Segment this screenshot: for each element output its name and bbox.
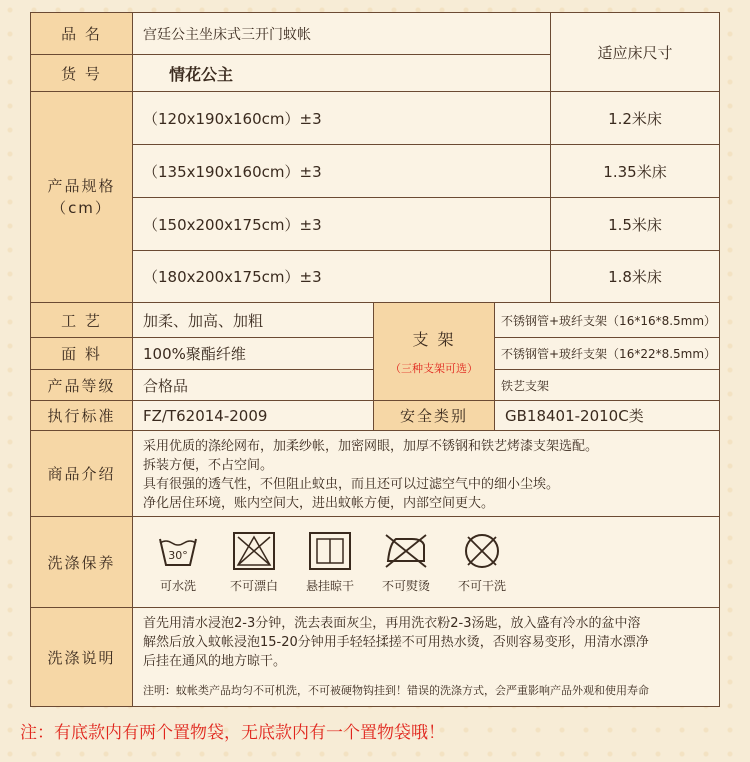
craft-value: 加柔、加高、加粗 [132,302,374,338]
care-label-no-bleach: 不可漂白 [229,579,278,593]
care-icons-row [132,516,720,608]
no-bleach-icon [232,531,276,571]
intro-label: 商品介绍 [30,430,133,517]
spec-label: 产品规格 （cm） [30,91,133,303]
spec-bed-1: 1.2米床 [550,91,720,145]
wash-temp: 30° [168,549,188,562]
frame-option-2: 不锈钢管+玻纤支架（16*22*8.5mm） [494,337,720,370]
grade-label: 产品等级 [30,369,133,401]
care-label-no-dry-clean: 不可干洗 [457,579,506,593]
no-dry-clean-icon [460,531,504,571]
intro-line-3: 具有很强的透气性，不但阻止蚊虫，而且还可以过滤空气中的细小尘埃。 [143,477,560,492]
bed-size-header: 适应床尺寸 [550,12,720,92]
wash-line-1: 首先用清水浸泡2-3分钟，洗去表面灰尘，再用洗衣粉2-3汤匙，放入盛有冷水的盆中溶 [143,616,641,631]
name-value: 宫廷公主坐床式三开门蚊帐 [132,12,551,55]
wash-line-2: 解然后放入蚊帐浸泡15-20分钟用手轻轻揉搓不可用热水烫，否则容易变形，用清水漂净 [143,635,649,650]
no-iron-icon [382,531,430,571]
frame-option-1: 不锈钢管+玻纤支架（16*16*8.5mm） [494,302,720,338]
care-label-hang-dry: 悬挂晾干 [305,579,354,593]
wash-note: 注明：蚊帐类产品均匀不可机洗，不可被硬物钩挂到！错误的洗涤方式，会严重影响产品外观和使用寿命 [143,684,649,697]
spec-size-3: （150x200x175cm）±3 [132,197,551,251]
spec-bed-2: 1.35米床 [550,144,720,198]
spec-bed-3: 1.5米床 [550,197,720,251]
frame-label: 支 架 [412,330,456,349]
wash-text [132,607,720,707]
fabric-label: 面 料 [30,337,133,370]
standard-label: 执行标准 [30,400,133,431]
wash-label: 洗涤说明 [30,607,133,707]
care-label: 洗涤保养 [30,516,133,608]
craft-label: 工 艺 [30,302,133,338]
intro-text [132,430,720,517]
spec-size-4: （180x200x175cm）±3 [132,250,551,303]
wash-line-3: 后挂在通风的地方晾干。 [143,654,287,669]
intro-line-1: 采用优质的涤纶网布，加柔纱帐，加密网眼，加厚不锈钢和铁艺烤漆支架选配。 [143,439,599,454]
care-item-no-bleach [219,531,289,594]
frame-label-cell [373,302,495,401]
standard-value: FZ/T62014-2009 [132,400,374,431]
item-label: 货 号 [30,54,133,92]
safety-label: 安全类别 [373,400,495,431]
grade-value: 合格品 [132,369,374,401]
item-value: 情花公主 [132,54,551,92]
hang-dry-icon [308,531,352,571]
care-item-no-iron [371,531,441,594]
care-item-hang-dry [295,531,365,594]
spec-size-2: （135x190x160cm）±3 [132,144,551,198]
intro-line-2: 拆装方便，不占空间。 [143,458,274,473]
fabric-value: 100%聚酯纤维 [132,337,374,370]
spec-bed-4: 1.8米床 [550,250,720,303]
intro-line-4: 净化居住环境，账内空间大，进出蚊帐方便，内部空间更大。 [143,496,495,511]
washable-30-icon [156,531,200,571]
care-item-wash [143,531,213,594]
footer-note: 注：有底款内有两个置物袋，无底款内有一个置物袋哦！ [20,723,445,743]
name-label: 品 名 [30,12,133,55]
frame-subtitle: （三种支架可选） [390,362,478,375]
frame-option-3: 铁艺支架 [494,369,720,401]
care-item-no-dry-clean [447,531,517,594]
safety-value: GB18401-2010C类 [494,400,720,431]
spec-size-1: （120x190x160cm）±3 [132,91,551,145]
care-label-no-iron: 不可熨烫 [381,579,430,593]
care-label-wash: 可水洗 [159,579,196,593]
